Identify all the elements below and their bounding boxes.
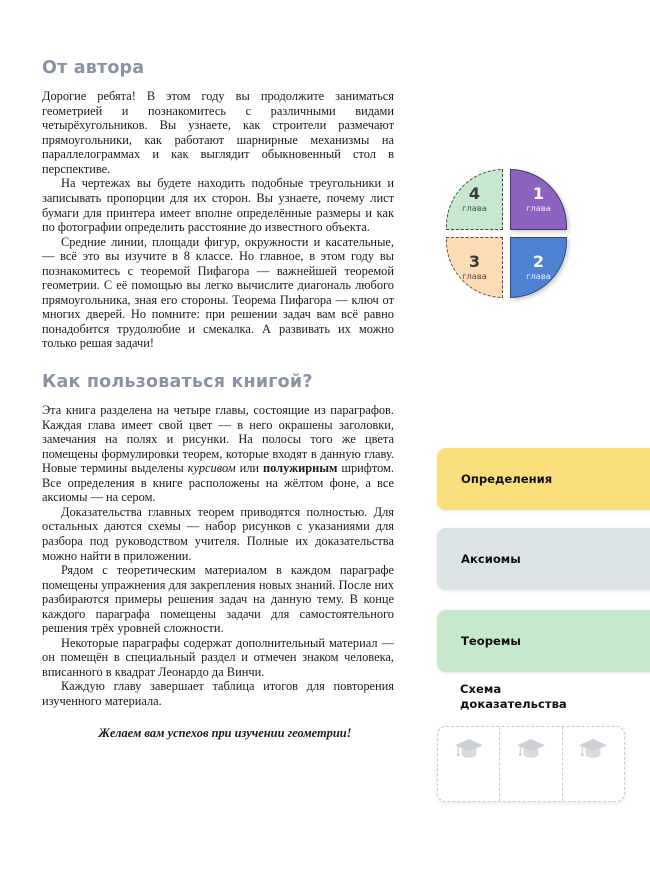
text-run: Эта книга разделена на четыре главы, состоящие из параграфов. Каждая глава имеет свой цвет — в него окрашены заголовки, замечания на полях и рисунки. На полосы того же цвета помещены формулировки теорем, которые входят в данную главу. Новые термины выделены xyxy=(42,403,394,476)
graduation-cap-icon xyxy=(578,738,608,760)
graduation-cap-icon xyxy=(516,738,546,760)
text-run: шрифтом. Все определения в книге расположены на жёлтом фоне, а все аксиомы — на сером. xyxy=(42,461,394,505)
chapter-number: 4 xyxy=(468,184,481,203)
proof-scheme-title-line1: Схема xyxy=(460,682,502,696)
graduation-cap-icon xyxy=(454,738,484,760)
page-title-how-to-use: Как пользоваться книгой? xyxy=(42,371,313,392)
page-title-from-author: От автора xyxy=(42,58,145,78)
legend-band-label: Определения xyxy=(461,472,553,486)
paragraph: Доказательства главных теорем приводятся полностью. Для остальных даются схемы — набор рисунков с указаниями для разбора под руководством учителя. Полные их доказательства можно найти в приложении. xyxy=(42,504,394,563)
closing-wish: Желаем вам успехов при изучении геометрии! xyxy=(98,725,352,740)
legend-band-axioms xyxy=(437,528,650,590)
proof-scheme-title-line2: доказательства xyxy=(460,696,567,711)
chapter-number: 2 xyxy=(532,252,545,271)
paragraph: Средние линии, площади фигур, окружности и касательные, — всё это вы изучите в 8 классе. Но главное, в этом году вы познакомитесь с теоремой Пифагора — важнейшей теоремой геометрии. С её помощью вы легко вычислите диагональ любого прямоугольника, зная его стороны. Теорема Пифагора — ключ от многих дверей. Но помните: при решении задач вам всё равно понадобится трудолюбие и смекалка. А развивать их можно только решая задачи! xyxy=(42,234,394,351)
proof-scheme-cell xyxy=(438,727,499,801)
text-run: или xyxy=(235,461,264,476)
chapter-label: глава xyxy=(526,271,551,281)
term-bold: полужирным xyxy=(263,461,338,476)
paragraph: На чертежах вы будете находить подобные треугольники и записывать пропорции для их сторон. Вы узнаете, почему лист бумаги для принтера имеет вполне определённые размеры и как по фотографии определить расстояние до известного объекта. xyxy=(42,176,394,235)
chapter-label: глава xyxy=(526,203,551,213)
chapter-number: 3 xyxy=(468,252,481,271)
legend-band-label: Теоремы xyxy=(461,634,521,648)
chapter-quadrant-4 xyxy=(446,169,503,230)
chapter-quadrant-1 xyxy=(510,169,567,230)
legend-band-label: Аксиомы xyxy=(461,552,521,566)
paragraph: Рядом с теоретическим материалом в каждом параграфе помещены упражнения для закрепления новых знаний. После них разбираются примеры решения задач на данную тему. В конце каждого параграфа помещены задачи для самостоятельного решения трёх уровней сложности. xyxy=(42,563,394,636)
how-to-use-block xyxy=(42,372,394,740)
chapter-label: глава xyxy=(462,271,487,281)
proof-scheme-title xyxy=(460,682,640,711)
legend-band-definitions xyxy=(437,448,650,510)
chapter-label: глава xyxy=(462,203,487,213)
chapter-quadrant-2 xyxy=(510,237,567,298)
term-italic: курсивом xyxy=(187,461,236,476)
text-column xyxy=(42,58,394,740)
proof-scheme-cell xyxy=(499,727,561,801)
proof-scheme-cell xyxy=(562,727,624,801)
paragraph: Некоторые параграфы содержат дополнительный материал — он помещён в специальный раздел и отмечен знаком человека, вписанного в квадрат Леонардо да Винчи. xyxy=(42,635,394,679)
paragraph: Каждую главу завершает таблица итогов для повторения изученного материала. xyxy=(42,679,394,709)
chapter-wheel-diagram xyxy=(446,169,568,299)
chapter-quadrant-3 xyxy=(446,237,503,298)
legend-band-theorems xyxy=(437,610,650,672)
chapter-number: 1 xyxy=(532,184,545,203)
paragraph: Дорогие ребята! В этом году вы продолжите заниматься геометрией и познакомитесь с различными видами четырёхугольников. Вы узнаете, как строители размечают прямоугольники, как работают шарнирные механизмы на параллелограммах и как выглядит обыкновенный стол в перспективе. xyxy=(42,89,394,176)
proof-scheme-panel xyxy=(437,726,625,802)
paragraph-rich xyxy=(42,403,394,505)
